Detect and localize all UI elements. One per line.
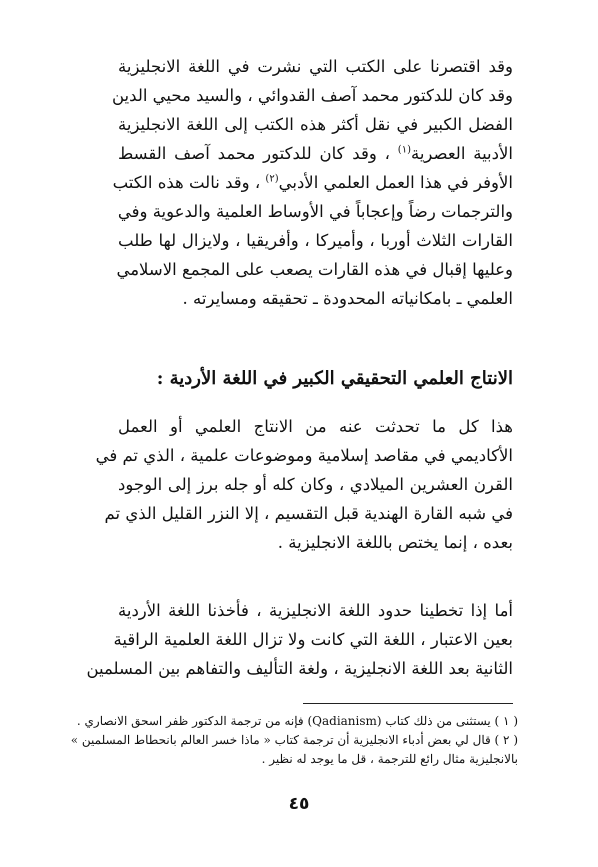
- paragraph-2: [95, 412, 513, 557]
- section-heading: الانتاج العلمي التحقيقي الكبير في اللغة الأردية :: [156, 368, 513, 389]
- footnote-2-continued: بالانجليزية مثال رائع للترجمة ، قل ما يوجد له نظير .: [261, 752, 518, 766]
- text-line: وقد اقتصرنا على الكتب التي نشرت في اللغة الانجليزية: [118, 57, 513, 76]
- text-line: في شبه القارة الهندية قبل التقسيم ، إلا النزر القليل الذي تم: [104, 504, 513, 523]
- text-line: أما إذا تخطينا حدود اللغة الانجليزية ، فأخذنا اللغة الأردية: [118, 601, 513, 620]
- text-line: هذا كل ما تحدثت عنه من الانتاج العلمي أو العمل: [118, 417, 513, 436]
- footnote-1: ( ١ ) يستثنى من ذلك كتاب (Qadianism) فإنه من ترجمة الدكتور ظفر اسحق الانصاري .: [76, 714, 518, 728]
- text-line: وعليها إقبال في هذه القارات يصعب على المجمع الاسلامي: [116, 260, 513, 279]
- text-fragment: الأوفر في هذا العمل العلمي الأدبي: [278, 173, 513, 192]
- page-number: ٤٥: [288, 794, 310, 814]
- text-line: القارات الثلاث أوربا ، وأميركا ، وأفريقيا ، ولايزال لها طلب: [118, 231, 513, 250]
- text-fragment: الأدبية العصرية: [410, 144, 513, 163]
- text-line: الأكاديمي في مقاصد إسلامية وموضوعات علمية ، الذي تم في: [95, 446, 513, 465]
- text-fragment: ، وقد كان للدكتور محمد آصف القسط: [118, 144, 390, 163]
- footnote-divider: [303, 703, 513, 704]
- text-line: العلمي ـ بامكانياته المحدودة ـ تحقيقه ومسايرته .: [182, 289, 513, 308]
- text-line: وقد كان للدكتور محمد آصف القدوائي ، والسيد محيي الدين: [112, 86, 513, 105]
- text-line: الثانية بعد اللغة الانجليزية ، ولغة التأليف والتفاهم بين المسلمين: [86, 659, 513, 678]
- text-line: القرن العشرين الميلادي ، وكان كله أو جله برز إلى الوجود: [118, 475, 513, 494]
- text-line-with-footnote-1: [118, 139, 513, 168]
- footnote-ref-1: (١): [397, 144, 411, 156]
- text-fragment: ، وقد نالت هذه الكتب: [112, 173, 261, 192]
- paragraph-1: [112, 52, 513, 313]
- text-line: بعين الاعتبار ، اللغة التي كانت ولا تزال اللغة العلمية الراقية: [113, 630, 513, 649]
- footnotes: [70, 712, 518, 769]
- footnote-ref-2: (٢): [265, 173, 279, 185]
- text-line: بعده ، إنما يختص باللغة الانجليزية .: [277, 533, 513, 552]
- footnote-2: ( ٢ ) قال لي بعض أدباء الانجليزية أن ترجمة كتاب « ماذا خسر العالم بانحطاط المسلمين »: [70, 733, 518, 747]
- text-line: الفضل الكبير في نقل أكثر هذه الكتب إلى اللغة الانجليزية: [118, 115, 513, 134]
- paragraph-3: [86, 596, 513, 683]
- text-line: والترجمات رضاً وإعجاباً في الأوساط العلمية والدعوية وفي: [117, 202, 513, 221]
- text-line-with-footnote-2: [112, 168, 513, 197]
